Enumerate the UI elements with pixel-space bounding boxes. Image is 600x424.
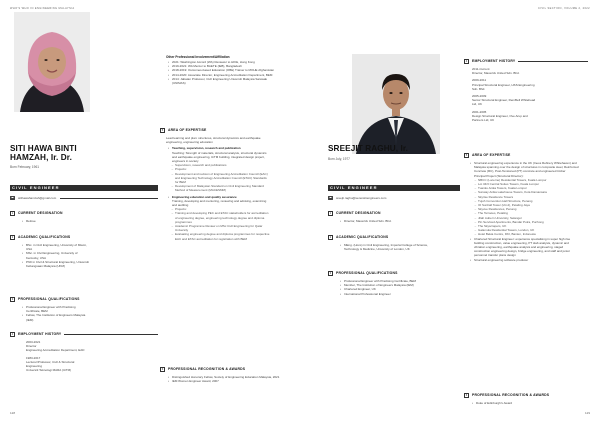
list-item: • Director, Maverick United Sdn. Bhd. <box>344 219 460 223</box>
section-number: 5 <box>161 128 164 132</box>
birth-date: Born July, 1977 <box>328 157 350 161</box>
section-professional <box>328 270 460 296</box>
page-number: 128 <box>10 411 16 415</box>
expertise-heading: • Teaching, supervision, research and publication <box>172 146 270 150</box>
list-item: • Structural engineering experience in the UK (Ineos Refinery Whitehaven) and Malaysia spanning over the design of structures in composite steel, Reinforced Concrete (RC), Post-Tensioned (PT) concrete and engineered timber <box>474 161 580 174</box>
email-row <box>10 196 56 200</box>
section-number: 5 <box>465 153 468 157</box>
email-icon <box>10 196 15 200</box>
portrait-photo <box>14 12 90 112</box>
list-item: • Retiree <box>26 219 158 223</box>
email-address[interactable]: sreejit.raghu@serensitiengineers.com <box>336 196 387 200</box>
section-number: 4 <box>465 59 468 63</box>
list-item: • Professional Engineer with Practising Certificate, BEM <box>26 305 90 313</box>
section-employment <box>464 58 588 125</box>
birth-date: Born February, 1961 <box>10 165 39 169</box>
section-title: AREA OF EXPERTISE <box>472 153 511 157</box>
section-recognition <box>160 366 280 383</box>
section-title: CURRENT DESIGNATION <box>18 211 63 215</box>
list-item: • IEM Women Engineer Award, 2007 <box>172 379 280 383</box>
section-title: ACADEMIC QUALIFICATIONS <box>336 235 389 239</box>
list-item: • MSc. in Civil Engineering, University of Kentucky, USA <box>26 251 90 259</box>
section-title: PROFESSIONAL QUALIFICATIONS <box>18 297 80 301</box>
portrait-illustration <box>352 54 440 154</box>
section-academic <box>328 234 460 251</box>
section-number: 1 <box>329 211 332 215</box>
list-item: • Duke of Edinburgh's Award <box>476 401 588 405</box>
expertise-intro: Lead learning and plan: structures, structural dynamics and earthquake engineering, engineering education <box>166 136 261 145</box>
list-item: • Chartered Engineer, UK <box>344 287 424 291</box>
section-expertise: 5 AREA OF EXPERTISE Lead learning and plan: structures, structural dynamics and earthquake engineering, engineering education • Teaching, supervision, research and publication Teaching: Strength of materials, structural analysis, structural dynamics and earthquake engineering, UiTM building, integrated design project, engineers in society – Supervision, research and publications – Projects: – Development and revision of Engineering Accreditation Council (EAC) and Engineering Technology Accreditation Council (ETAC) Standards for BEM – Development of Malaysian Standard on Civil Engineering Standard Method of Measurement (MACESMM) • Engineering education and quality assurance Training, developing and mentoring, reviewing and advising, examining and auditing – Projects: – Training and developing PEC and ETAC stakeholders for accreditation of engineering degree, engineering technology degree and diploma programmes – Academic Programme Review on MSc Civil Engineering for Qatar University – Evaluating engineering degree and diploma programmes for respective EAC and ETAC accreditation for registration with BEM <box>160 127 280 241</box>
list-item: • Professional Engineer with Practising Certificate, BEM <box>344 279 424 283</box>
section-title: AREA OF EXPERTISE <box>168 128 207 132</box>
list-item: • PhD in Civil & Structural Engineering, Universiti Kebangsaan Malaysia (UKM) <box>26 260 90 268</box>
subheading: Other Professional Involvement/Affiliation <box>166 55 230 59</box>
list-item: • Fellow, The Institution of Engineers Malaysia (IEM) <box>26 313 90 321</box>
employment-entry: 2009-2011 Principal Structural Engineer, HSS Engineering Sdn. Bhd. <box>472 78 535 91</box>
section-current-designation <box>10 210 158 223</box>
section-number: 6 <box>161 367 164 371</box>
list-item: • International Professional Engineer <box>344 292 424 296</box>
section-number: 6 <box>465 393 468 397</box>
other-involvement <box>166 55 278 85</box>
right-page <box>300 0 600 424</box>
list-item: • Distinguished Honorary Fellow, Society of Engineering Education Malaysia, 2021 <box>172 375 280 379</box>
section-employment <box>10 331 158 375</box>
section-academic <box>10 234 158 268</box>
role-band: CIVIL ENGINEER <box>10 185 158 191</box>
section-rule <box>64 334 158 335</box>
email-row <box>328 196 386 200</box>
running-head: CIVIL SECTION, VOLUME 2, 2022 <box>537 7 590 10</box>
employment-entry: 2011-Current Director, Maverick United Sdn. Bhd. <box>472 67 520 76</box>
section-current-designation <box>328 210 460 223</box>
section-number: 2 <box>11 235 14 239</box>
list-item: • 2019-2021: WA Mentor to BAETE (IEB), Bangladesh <box>172 64 278 68</box>
portrait-illustration <box>14 12 90 112</box>
employment-entry: 2001-2005 Design Structural Engineer, Ove Arup and Partners Ltd, UK <box>472 109 528 123</box>
list-item: • 2021: Washington Accord (WA) Reviewer to HKIE, Hong Kong <box>172 60 278 64</box>
section-number: 4 <box>11 332 14 336</box>
principal-label: Principal Project (Structural Director): <box>474 173 524 178</box>
section-title: ACADEMIC QUALIFICATIONS <box>18 235 71 239</box>
section-professional <box>10 296 158 322</box>
list-item: • Structural engineering software producer <box>474 258 580 262</box>
list-item: • 2014: Jabatan Professor, Civil Engineering Universiti Malaysia Sarawak (UNIMAS) <box>172 77 278 85</box>
section-number: 1 <box>11 211 14 215</box>
expertise-heading: • Engineering education and quality assurance <box>172 195 270 199</box>
running-head: WHO'S WHO IN ENGINEERING MALAYSIA <box>10 7 75 10</box>
email-icon <box>328 196 333 200</box>
section-number: 3 <box>11 297 14 301</box>
employment-entry: 1983-2017 Lecturer/Professor, Civil & Structural Engineering Universiti Teknologi MARA (UiTM) <box>26 355 75 373</box>
list-item: • 2014-2020: Associate Director, Engineering Accreditation Department, BEM <box>172 73 278 77</box>
section-expertise: 5 AREA OF EXPERTISE • Structural engineering experience in the UK (Ineos Refinery Whitehaven) and Malaysia spanning over the design of structures in composite steel, Reinforced Concrete (RC), Post-Tensioned (PT) concrete and engineered timber Principal Project (Structural Director): – NBCC (Lucerne) Residential Towers, Kuala Lumpur – Lot 34/3 Central Suites Towers, Kuala Lumpur – Tuanku Anika Towers, Kuala Lumpur – Sunway Anika Lakehouse Towers, Kota Damansara – Skyrise Residence Towers – Tujuh Convention Hall Structure, Penang – IO Sunhall Tower (LN-2), Petaling Jaya – Skyvue Residences, Penang – The Terraces, Petaling – Jilah Aubern University, Selangor – Pin Serviced Apartments, Bandar Putra, Puchong – The Skyscrapers, UK – Galamula Residential Towers, London, UK – Hotel Bekia Centre, DKI, Banten, Indonesia • Chartered Structural Engineer: experience specialising in super high rise building construction, value engineering, PT slab analysis, dynamic and vibration engineering, earthquake analysis and engineering, staged construction engineering design, bridge engineering, and staff and junior personnel transfer plans design • Structural engineering software producer <box>464 152 588 262</box>
person-name: SREEJIT RAGHU, Ir. <box>328 144 409 153</box>
person-name: SITI HAWA BINTI HAMZAH, Ir. Dr. <box>10 144 77 162</box>
list-item: • Member, The Institution of Engineers Malaysia (IEM) <box>344 283 424 287</box>
page-number: 129 <box>584 411 590 415</box>
section-title: PROFESSIONAL RECOGNITION & AWARDS <box>472 393 550 397</box>
list-item: • 2018-2019: Outcomes-based Education (OBE) Trainer to MOHE Afghanistan <box>172 68 278 72</box>
section-title: PROFESSIONAL QUALIFICATIONS <box>336 271 398 275</box>
employment-entry: 2005-2009 Senior Structural Engineer, RemBell Whitehead Ltd, UK <box>472 94 536 107</box>
section-title: EMPLOYMENT HISTORY <box>18 332 62 336</box>
list-item: • BSc. in Civil Engineering, University of Miami, USA <box>26 243 90 251</box>
role-band: CIVIL ENGINEER <box>328 185 460 191</box>
section-title: EMPLOYMENT HISTORY <box>472 59 516 63</box>
section-rule <box>518 61 588 62</box>
list-item: • MEng. (Hons) in Civil Engineering, Imperial College of Science, Technology & Medicine, University of London, UK <box>344 243 432 251</box>
employment-entry: 2003-2021 Director Engineering Accreditation Department, EAD <box>26 340 85 353</box>
section-recognition <box>464 392 588 405</box>
portrait-photo <box>352 54 440 154</box>
section-number: 3 <box>329 271 332 275</box>
divider <box>60 198 158 199</box>
list-item: • Chartered Structural Engineer: experience specialising in super high rise building construction, value engineering, PT slab analysis, dynamic and vibration engineering, earthquake analysis and engineering, staged construction engineering design, bridge engineering, and staff and junior personnel transfer plans design <box>474 237 580 258</box>
section-title: PROFESSIONAL RECOGNITION & AWARDS <box>168 367 246 371</box>
section-number: 2 <box>329 235 332 239</box>
section-title: CURRENT DESIGNATION <box>336 211 381 215</box>
email-address[interactable]: sitihawahamzah@gmail.com <box>18 196 57 200</box>
